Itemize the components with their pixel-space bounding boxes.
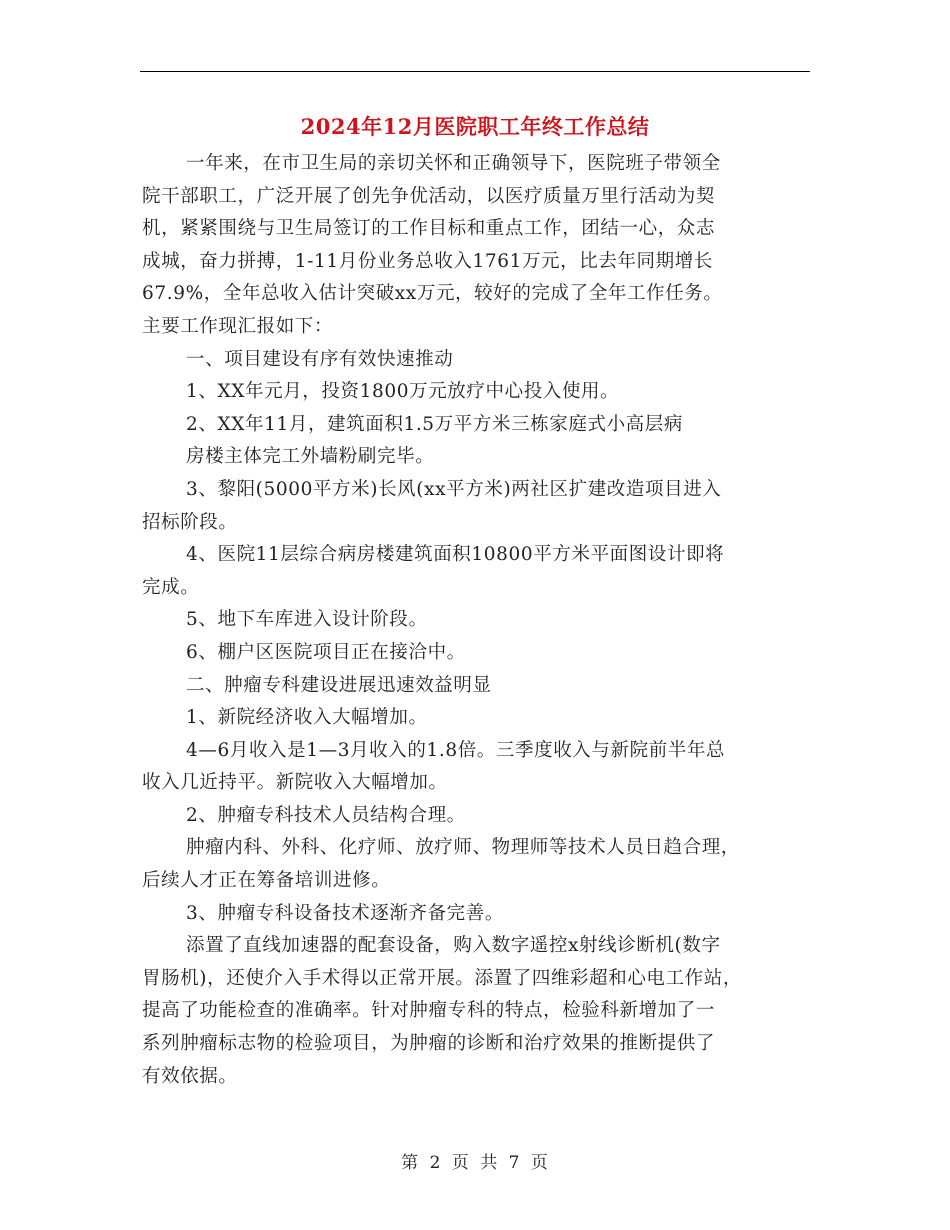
paragraph-line: 提高了功能检查的准确率。针对肿瘤专科的特点，检验科新增加了一: [142, 1000, 716, 1022]
paragraph-line: 3、肿瘤专科设备技术逐渐齐备完善。: [186, 902, 504, 924]
paragraph-line: 有效依据。: [142, 1065, 238, 1087]
paragraph-line: 后续人才正在筹备培训进修。: [142, 870, 391, 892]
paragraph-line: 收入几近持平。新院收入大幅增加。: [142, 772, 448, 794]
paragraph-line: 房楼主体完工外墙粉刷完毕。: [186, 446, 435, 468]
paragraph-line: 二、肿瘤专科建设进展迅速效益明显: [186, 674, 492, 696]
paragraph-line: 4—6月收入是1—3月收入的1.8倍。三季度收入与新院前半年总: [186, 739, 726, 761]
paragraph-line: 胃肠机)，还使介入手术得以正常开展。添置了四维彩超和心电工作站，: [142, 967, 742, 989]
paragraph-line: 完成。: [142, 576, 200, 598]
paragraph-line: 添置了直线加速器的配套设备，购入数字遥控x射线诊断机(数字: [186, 935, 721, 957]
paragraph-line: 6、棚户区医院项目正在接洽中。: [186, 641, 466, 663]
document-body: [142, 148, 810, 1093]
paragraph-line: 主要工作现汇报如下：: [142, 315, 334, 337]
paragraph-line: 院干部职工，广泛开展了创先争优活动，以医疗质量万里行活动为契: [142, 185, 716, 207]
paragraph-line: 2、XX年11月，建筑面积1.5万平方米三栋家庭式小高层病: [186, 413, 683, 435]
paragraph-line: 机，紧紧围绕与卫生局签订的工作目标和重点工作，团结一心，众志: [142, 218, 716, 240]
paragraph-line: 系列肿瘤标志物的检验项目，为肿瘤的诊断和治疗效果的推断提供了: [142, 1033, 716, 1055]
paragraph-line: 肿瘤内科、外科、化疗师、放疗师、物理师等技术人员日趋合理，: [186, 837, 740, 859]
paragraph-line: 招标阶段。: [142, 511, 238, 533]
document-title: 2024年12月医院职工年终工作总结: [300, 114, 650, 139]
paragraph-line: 2、肿瘤专科技术人员结构合理。: [186, 804, 466, 826]
paragraph-line: 1、新院经济收入大幅增加。: [186, 707, 428, 729]
page-number-footer: 第 2 页 共 7 页: [401, 1153, 549, 1173]
paragraph-line: 3、黎阳(5000平方米)长风(xx平方米)两社区扩建改造项目进入: [186, 478, 722, 500]
paragraph-line: 4、医院11层综合病房楼建筑面积10800平方米平面图设计即将: [186, 544, 725, 566]
paragraph-line: 成城，奋力拼搏，1-11月份业务总收入1761万元，比去年同期增长: [142, 250, 713, 272]
paragraph-line: 5、地下车库进入设计阶段。: [186, 609, 428, 631]
header-rule: [140, 71, 810, 72]
paragraph-line: 1、XX年元月，投资1800万元放疗中心投入使用。: [186, 381, 620, 403]
paragraph-line: 一、项目建设有序有效快速推动: [186, 348, 454, 370]
paragraph-line: 一年来，在市卫生局的亲切关怀和正确领导下，医院班子带领全: [186, 153, 721, 174]
paragraph-line: 67.9%，全年总收入估计突破xx万元，较好的完成了全年工作任务。: [142, 283, 723, 305]
